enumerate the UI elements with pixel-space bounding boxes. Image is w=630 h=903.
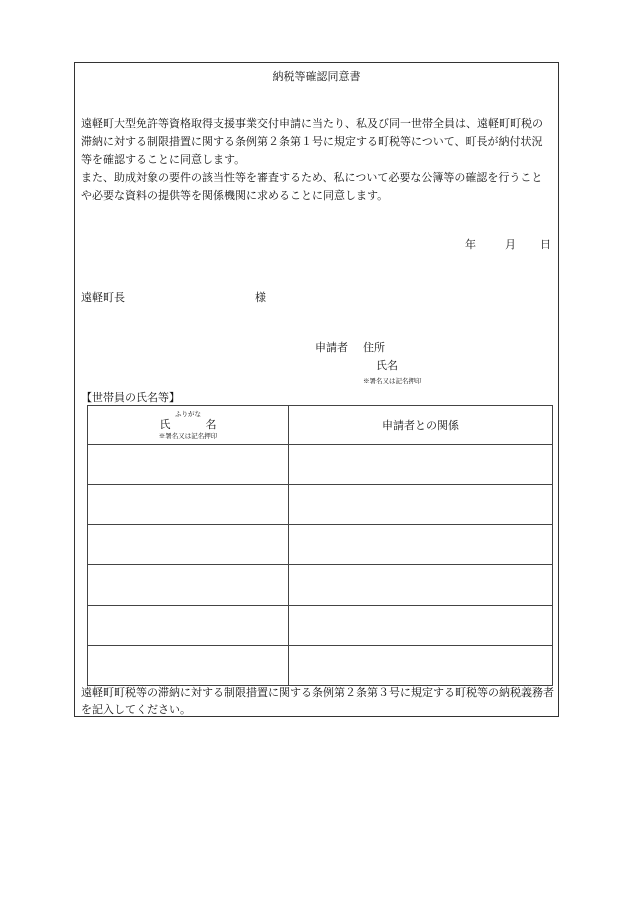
table-row: [88, 445, 553, 485]
form-title: 納税等確認同意書: [272, 70, 361, 83]
member-name-cell[interactable]: [88, 485, 289, 525]
table-row: [88, 645, 553, 685]
furigana-label: ふりがな: [175, 410, 201, 418]
members-heading: 【世帯員の氏名等】: [81, 391, 180, 404]
applicant-signature-note: ※署名又は記名押印: [363, 377, 422, 385]
member-name-cell[interactable]: [88, 525, 289, 565]
addressee-mayor: 遠軽町長: [81, 291, 125, 304]
member-name-cell[interactable]: [88, 565, 289, 605]
footer-note: 遠軽町町税等の滞納に対する制限措置に関する条例第２条第３号に規定する町税等の納税義務者を記入してください。: [81, 686, 554, 716]
member-name-cell[interactable]: [88, 445, 289, 485]
member-relation-cell[interactable]: [289, 645, 553, 685]
consent-text: [81, 115, 553, 205]
table-row: [88, 605, 553, 645]
applicant-name-label: 氏名: [376, 359, 398, 372]
member-relation-cell[interactable]: [289, 525, 553, 565]
household-members-table: [87, 405, 553, 686]
consent-form: [74, 62, 559, 717]
table-row: [88, 525, 553, 565]
member-relation-cell[interactable]: [289, 445, 553, 485]
date-day-label: 日: [540, 238, 551, 251]
name-header-label: 氏 名: [159, 418, 229, 431]
member-relation-cell[interactable]: [289, 485, 553, 525]
table-row: [88, 565, 553, 605]
date-month-label: 月: [505, 238, 516, 251]
member-name-cell[interactable]: [88, 605, 289, 645]
applicant-label: 申請者: [315, 341, 348, 354]
name-signature-note: ※署名又は記名押印: [158, 432, 218, 440]
member-relation-cell[interactable]: [289, 605, 553, 645]
addressee-honorific: 様: [255, 291, 266, 304]
date-year-label: 年: [465, 238, 476, 251]
consent-paragraph-2: また、助成対象の要件の該当性等を審査するため、私について必要な公簿等の確認を行うことや必要な資料の提供等を関係機関に求めることに同意します。: [81, 171, 543, 202]
applicant-address-label: 住所: [363, 341, 385, 354]
table-row: [88, 485, 553, 525]
member-relation-cell[interactable]: [289, 565, 553, 605]
consent-paragraph-1: 遠軽町大型免許等資格取得支援事業交付申請に当たり、私及び同一世帯全員は、遠軽町町税の滞納に対する制限措置に関する条例第２条第１号に規定する町税等について、町長が納付状況等を確認することに同意します。: [81, 117, 543, 166]
relation-column-header: 申請者との関係: [289, 406, 553, 445]
name-column-header: [88, 406, 289, 445]
member-name-cell[interactable]: [88, 645, 289, 685]
